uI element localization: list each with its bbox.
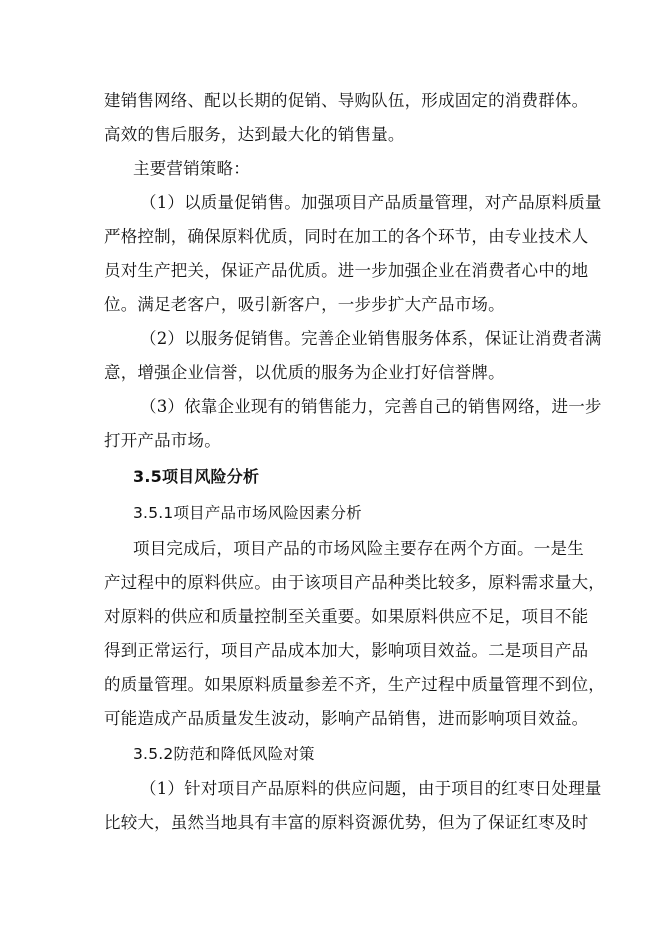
subsection-heading: 3.5.1项目产品市场风险因素分析 [133, 504, 362, 522]
paragraph-line: （1）以质量促销售。加强项目产品质量管理，对产品原料质量 [140, 193, 602, 212]
paragraph-line: 对原料的供应和质量控制至关重要。如果原料供应不足，项目不能 [104, 607, 589, 626]
paragraph-line: 可能造成产品质量发生波动，影响产品销售，进而影响项目效益。 [104, 709, 589, 728]
paragraph-line: 的质量管理。如果原料质量参差不齐，生产过程中质量管理不到位， [104, 675, 605, 694]
subsection-heading: 3.5.2防范和降低风险对策 [133, 745, 315, 763]
paragraph-line: 建销售网络、配以长期的促销、导购队伍，形成固定的消费群体。 [104, 91, 589, 110]
section-heading: 3.5项目风险分析 [133, 467, 260, 486]
paragraph-line: 高效的售后服务，达到最大化的销售量。 [104, 125, 405, 144]
paragraph-line: （3）依靠企业现有的销售能力，完善自己的销售网络，进一步 [140, 397, 602, 416]
paragraph-line: 得到正常运行，项目产品成本加大，影响项目效益。二是项目产品 [104, 641, 589, 660]
paragraph-line: 严格控制，确保原料优质，同时在加工的各个环节，由专业技术人 [104, 227, 589, 246]
paragraph-line: 位。满足老客户，吸引新客户，一步步扩大产品市场。 [104, 295, 505, 314]
paragraph-line: 意，增强企业信誉，以优质的服务为企业打好信誉牌。 [104, 363, 505, 382]
paragraph-line: 产过程中的原料供应。由于该项目产品种类比较多，原料需求量大， [104, 573, 605, 592]
paragraph-line: （2）以服务促销售。完善企业销售服务体系，保证让消费者满 [140, 329, 602, 348]
strategy-intro: 主要营销策略： [133, 159, 250, 178]
paragraph-line: 打开产品市场。 [104, 431, 221, 450]
paragraph-line: 员对生产把关，保证产品优质。进一步加强企业在消费者心中的地 [104, 261, 589, 280]
paragraph-line: 比较大，虽然当地具有丰富的原料资源优势，但为了保证红枣及时 [104, 813, 589, 832]
paragraph-line: 项目完成后，项目产品的市场风险主要存在两个方面。一是生 [133, 539, 584, 558]
paragraph-line: （1）针对项目产品原料的供应问题，由于项目的红枣日处理量 [140, 779, 602, 798]
